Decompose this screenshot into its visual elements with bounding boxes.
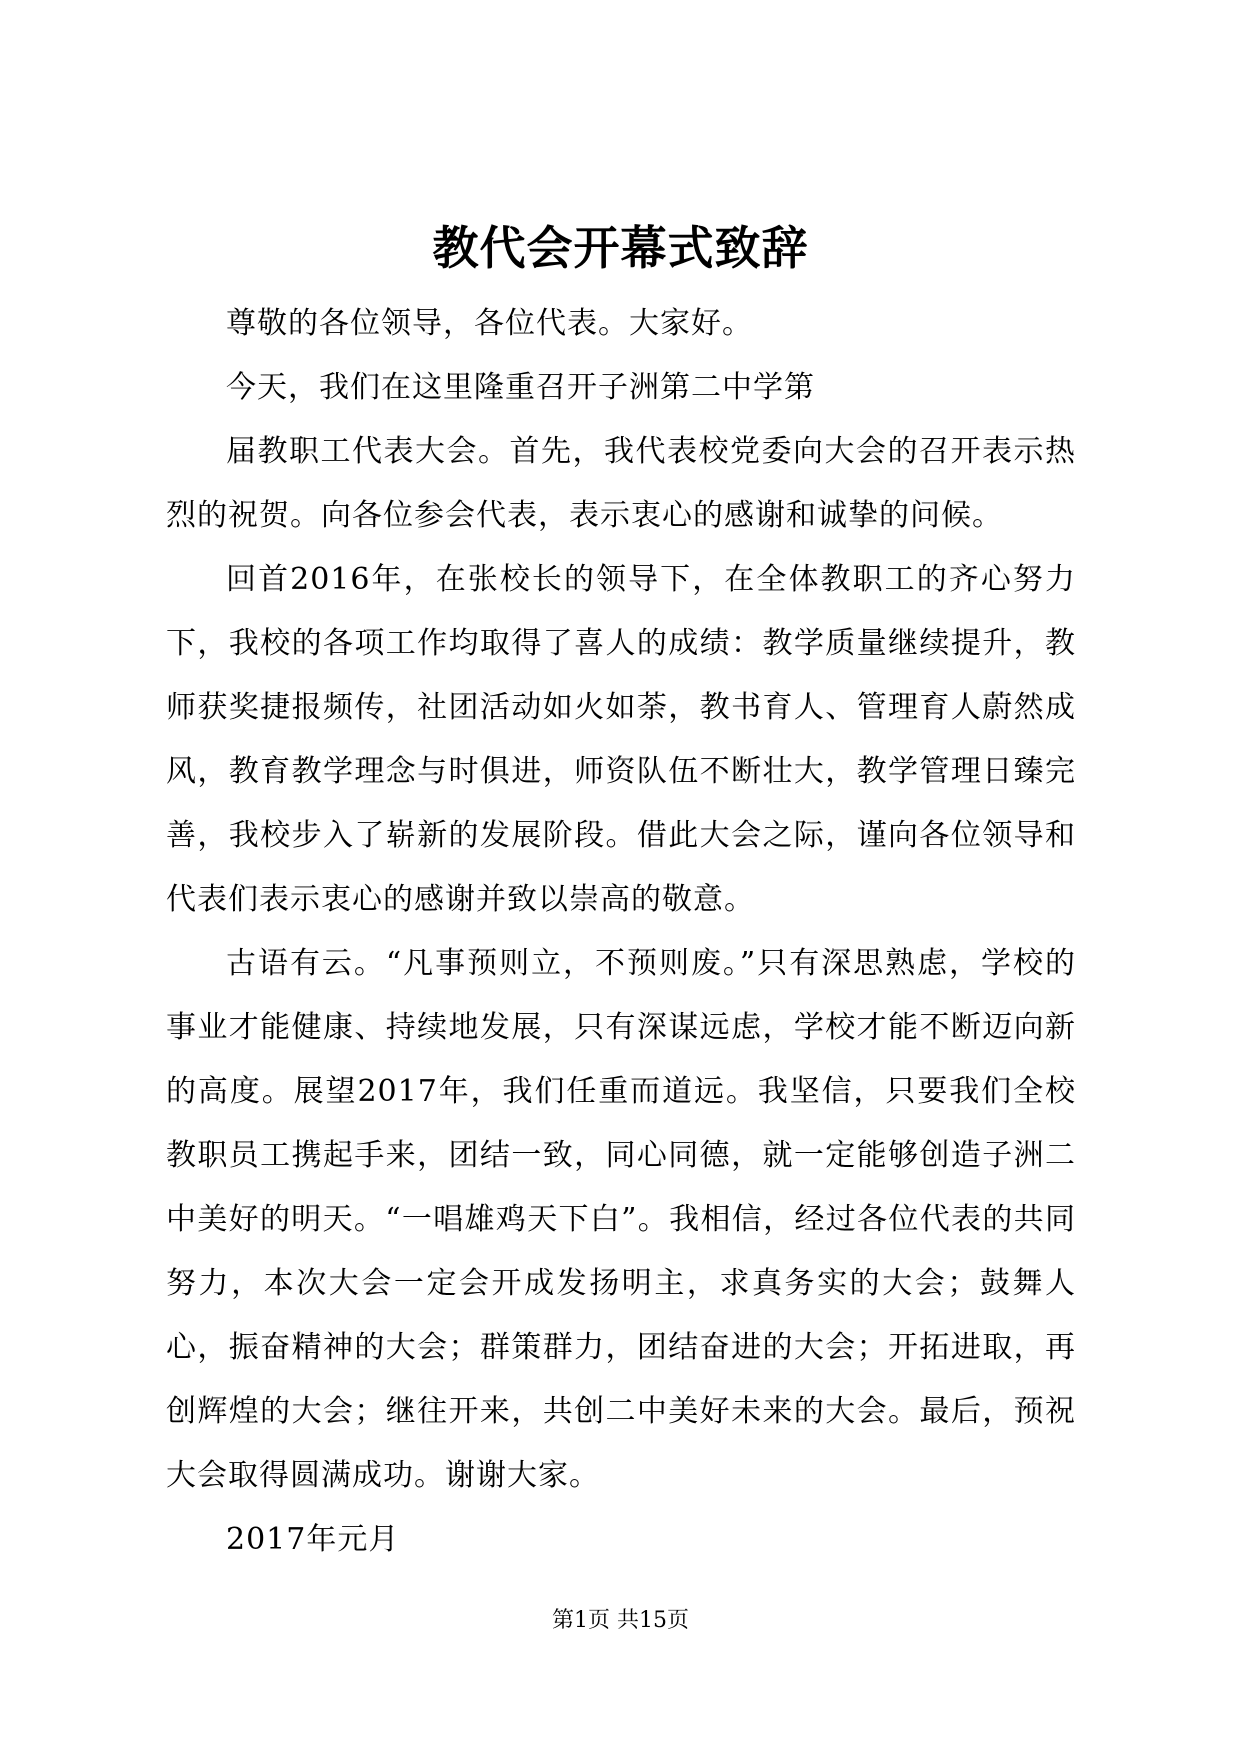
paragraph-opening: 今天，我们在这里隆重召开子洲第二中学第 xyxy=(226,370,815,405)
paragraph-review: 回首2016年，在张校长的领导下，在全体教职工的齐心努力下，我校的各项工作均取得了喜人的成绩：教学质量继续提升，教师获奖捷报频传，社团活动如火如荼，教书育人、管理育人蔚然成风，教育教学理念与时俱进，师资队伍不断壮大，教学管理日臻完善，我校步入了崭新的发展阶段。借此大会之际，谨向各位领导和代表们表示衷心的感谢并致以崇高的敬意。 xyxy=(166,562,1076,917)
paragraph-outlook: 古语有云。“凡事预则立，不预则废。”只有深思熟虑，学校的事业才能健康、持续地发展，只有深谋远虑，学校才能不断迈向新的高度。展望2017年，我们任重而道远。我坚信，只要我们全校教职员工携起手来，团结一致，同心同德，就一定能够创造子洲二中美好的明天。“一唱雄鸡天下白”。我相信，经过各位代表的共同努力，本次大会一定会开成发扬明主，求真务实的大会；鼓舞人心，振奋精神的大会；群策群力，团结奋进的大会；开拓进取，再创辉煌的大会；继往开来，共创二中美好未来的大会。最后，预祝大会取得圆满成功。谢谢大家。 xyxy=(166,946,1076,1493)
paragraph-greeting: 尊敬的各位领导，各位代表。大家好。 xyxy=(226,306,753,341)
document-body xyxy=(166,292,1076,1572)
page-number-footer: 第1页 共15页 xyxy=(552,1608,689,1633)
document-title: 教代会开幕式致辞 xyxy=(432,221,809,275)
paragraph-date: 2017年元月 xyxy=(226,1522,400,1557)
paragraph-congratulations: 届教职工代表大会。首先，我代表校党委向大会的召开表示热烈的祝贺。向各位参会代表，表示衷心的感谢和诚挚的问候。 xyxy=(166,434,1076,533)
